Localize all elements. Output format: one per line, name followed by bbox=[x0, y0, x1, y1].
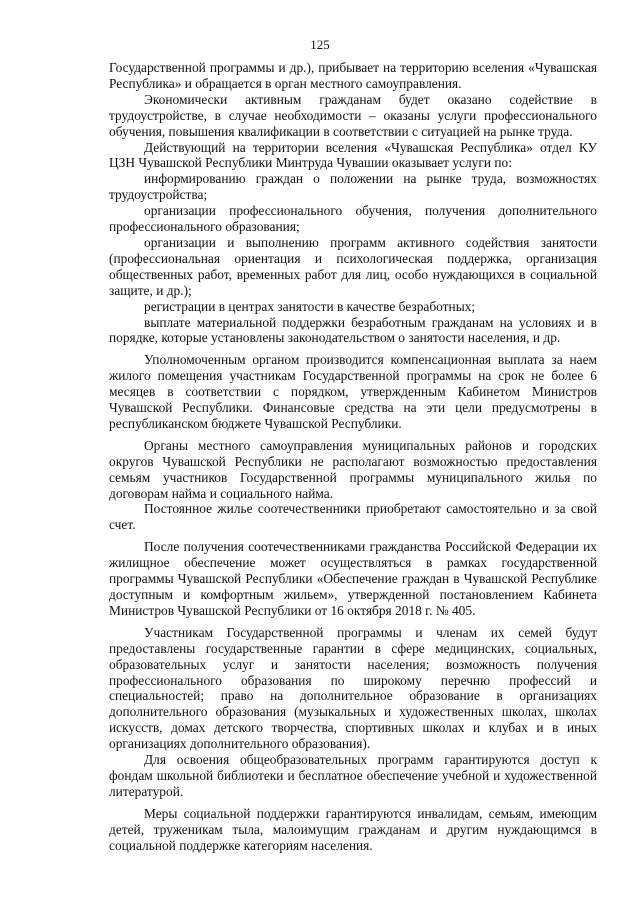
paragraph-employment-center-services: Действующий на территории вселения «Чувашская Республика» отдел КУ ЦЗН Чувашской Республики Минтруда Чувашии оказывает услуги по: bbox=[109, 139, 597, 171]
page-number: 125 bbox=[310, 37, 330, 52]
document-body bbox=[109, 60, 597, 854]
service-list-item: организации профессионального обучения, получения дополнительного профессионального образования; bbox=[109, 203, 597, 235]
paragraph-housing-program: После получения соотечественниками гражданства Российской Федерации их жилищное обеспечение может осуществляться в рамках государственной программы Чувашской Республики «Обеспечение граждан в Чувашской Республике доступным и комфортным жильем», утвержденной постановлением Кабинета Министров Чувашской Республики от 16 октября 2018 г. № 405. bbox=[109, 539, 597, 618]
paragraph-continuation: Государственной программы и др.), прибывает на территорию вселения «Чувашская Республика» и обращается в орган местного самоуправления. bbox=[109, 60, 597, 91]
paragraph-social-support: Меры социальной поддержки гарантируются инвалидам, семьям, имеющим детей, труженикам тыла, малоимущим гражданам и другим нуждающимся в социальной поддержке категориям населения. bbox=[109, 805, 597, 853]
service-list-item: организации и выполнению программ активного содействия занятости (профессиональная ориентация и психологическая поддержка, организация общественных работ, временных работ для лиц, особо нуждающихся в социальной защите, и др.); bbox=[109, 234, 597, 298]
paragraph-state-guarantees: Участникам Государственной программы и членам их семей будут предоставлены государственные гарантии в сфере медицинских, социальных, образовательных услуг и занятости населения; возможность получения профессионального образования по широкому перечню профессий и специальностей; право на дополнительное образование в организациях дополнительного образования (музыкальных и художественных школах, школах искусств, домах детского творчества, спортивных школах и клубах и в иных организациях дополнительного образования). bbox=[109, 624, 597, 752]
paragraph-school-library: Для освоения общеобразовательных программ гарантируются доступ к фондам школьной библиотеки и бесплатное обеспечение учебной и художественной литературой. bbox=[109, 752, 597, 799]
paragraph-rent-compensation: Уполномоченным органом производится компенсационная выплата за наем жилого помещения участникам Государственной программы на срок не более 6 месяцев в соответствии с порядком, утвержденным Кабинетом Министров Чувашской Республики. Финансовые средства на эти цели предусмотрены в республиканском бюджете Чувашской Республики. bbox=[109, 352, 597, 431]
paragraph-employment-assistance: Экономически активным гражданам будет оказано содействие в трудоустройстве, в случае необходимости – оказаны услуги профессионального обучения, повышения квалификации в соответствии с ситуацией на рынке труда. bbox=[109, 91, 597, 139]
paragraph-permanent-housing: Постоянное жилье соотечественники приобретают самостоятельно и за свой счет. bbox=[109, 501, 597, 533]
service-list-item: информированию граждан о положении на рынке труда, возможностях трудоустройства; bbox=[109, 171, 597, 203]
service-list-item: выплате материальной поддержки безработным гражданам на условиях и в порядке, которые установлены законодательством о занятости населения, и др. bbox=[109, 314, 597, 346]
paragraph-municipal-housing: Органы местного самоуправления муниципальных районов и городских округов Чувашской Республики не располагают возможностью предоставления семьям участников Государственной программы муниципального жилья по договорам найма и социального найма. bbox=[109, 437, 597, 501]
service-list-item: регистрации в центрах занятости в качестве безработных; bbox=[144, 298, 476, 314]
